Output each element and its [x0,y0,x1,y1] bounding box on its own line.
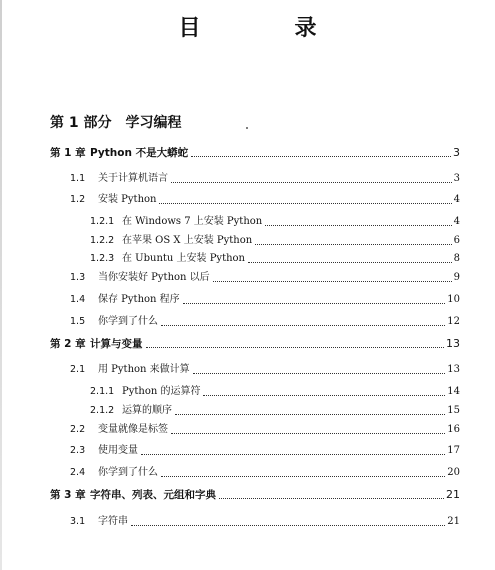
entry-number: 1.5 [70,316,86,327]
entry-number: 第 3 章 [50,489,86,501]
entry-number: 2.1.2 [90,405,115,416]
part-number: 第 1 部分 [50,115,112,131]
entry-page: 14 [447,386,460,397]
toc-entry-section[interactable] [70,270,460,286]
entry-number: 1.2.2 [90,235,115,246]
entry-page: 9 [453,272,460,283]
entry-title: 字符串、列表、元组和字典 [90,489,216,501]
entry-number: 1.2.3 [90,253,115,264]
dot-leader [161,325,445,326]
toc-entry-section[interactable] [70,443,460,459]
toc-entry-section[interactable] [70,362,460,378]
toc-entry-section[interactable] [70,292,460,308]
toc-entry-subsection[interactable] [90,384,460,400]
dot-leader [191,156,451,157]
dot-leader [131,525,445,526]
part-name: 学习编程 [125,115,182,131]
entry-title: 运算的顺序 [122,405,172,416]
entry-number: 第 2 章 [50,338,86,350]
toc-entry-section[interactable] [70,314,460,330]
entry-page: 21 [446,488,460,501]
entry-title: Python 不是大蟒蛇 [90,147,189,159]
part-heading [50,113,182,133]
toc-entry-subsection[interactable] [90,251,460,267]
dot-leader [171,433,445,434]
toc-entry-section[interactable] [70,171,460,187]
entry-title: 在 Windows 7 上安装 Python [122,216,263,227]
entry-title: 字符串 [98,516,128,527]
dot-leader [141,454,445,455]
entry-number: 1.2.1 [90,216,115,227]
entry-title: 安装 Python [98,194,157,205]
entry-title: 保存 Python 程序 [98,294,180,305]
dot-leader [161,476,445,477]
scan-speck [246,127,248,129]
entry-number: 1.1 [70,173,86,184]
dot-leader [255,244,451,245]
page-edge-shadow [0,0,2,570]
entry-page: 4 [453,194,460,205]
entry-number: 1.4 [70,294,86,305]
entry-page: 12 [447,316,460,327]
entry-title: Python 的运算符 [122,386,201,397]
entry-page: 6 [453,235,460,246]
entry-title: 你学到了什么 [98,316,158,327]
toc-entry-section[interactable] [70,192,460,208]
toc-entry-chapter[interactable] [50,145,460,161]
toc-entry-chapter[interactable] [50,336,460,352]
dot-leader [193,373,446,374]
entry-page: 17 [447,445,460,456]
entry-title: 计算与变量 [90,338,143,350]
entry-number: 2.3 [70,445,86,456]
toc-entry-chapter[interactable] [50,487,460,503]
entry-number: 2.4 [70,467,86,478]
entry-title: 用 Python 来做计算 [98,364,190,375]
dot-leader [265,225,451,226]
dot-leader [203,395,445,396]
entry-page: 15 [447,405,460,416]
dot-leader [175,414,445,415]
dot-leader [146,347,445,348]
toc-entry-section[interactable] [70,514,460,530]
entry-page: 4 [453,216,460,227]
entry-page: 10 [447,294,460,305]
dot-leader [183,303,446,304]
entry-number: 1.2 [70,194,86,205]
entry-page: 13 [447,364,460,375]
entry-title: 当你安装好 Python 以后 [98,272,210,283]
entry-page: 13 [446,337,460,350]
entry-number: 1.3 [70,272,86,283]
entry-number: 2.1.1 [90,386,115,397]
entry-number: 2.1 [70,364,86,375]
entry-title: 在 Ubuntu 上安装 Python [122,253,246,264]
dot-leader [213,281,452,282]
entry-number: 2.2 [70,424,86,435]
dot-leader [248,262,452,263]
dot-leader [159,203,451,204]
entry-page: 8 [453,253,460,264]
entry-page: 21 [447,516,460,527]
entry-title: 变量就像是标签 [98,424,168,435]
entry-page: 3 [453,173,460,184]
entry-page: 20 [447,467,460,478]
entry-title: 在苹果 OS X 上安装 Python [122,235,253,246]
entry-page: 16 [447,424,460,435]
dot-leader [171,182,452,183]
toc-entry-section[interactable] [70,422,460,438]
toc-entry-subsection[interactable] [90,214,460,230]
entry-number: 第 1 章 [50,147,86,159]
entry-title: 使用变量 [98,445,138,456]
entry-number: 3.1 [70,516,86,527]
toc-entry-section[interactable] [70,465,460,481]
entry-title: 你学到了什么 [98,467,158,478]
page-title: 目 录 [178,16,353,41]
entry-title: 关于计算机语言 [98,173,168,184]
toc-entry-subsection[interactable] [90,233,460,249]
toc-entry-subsection[interactable] [90,403,460,419]
dot-leader [219,498,444,499]
entry-page: 3 [453,146,460,159]
